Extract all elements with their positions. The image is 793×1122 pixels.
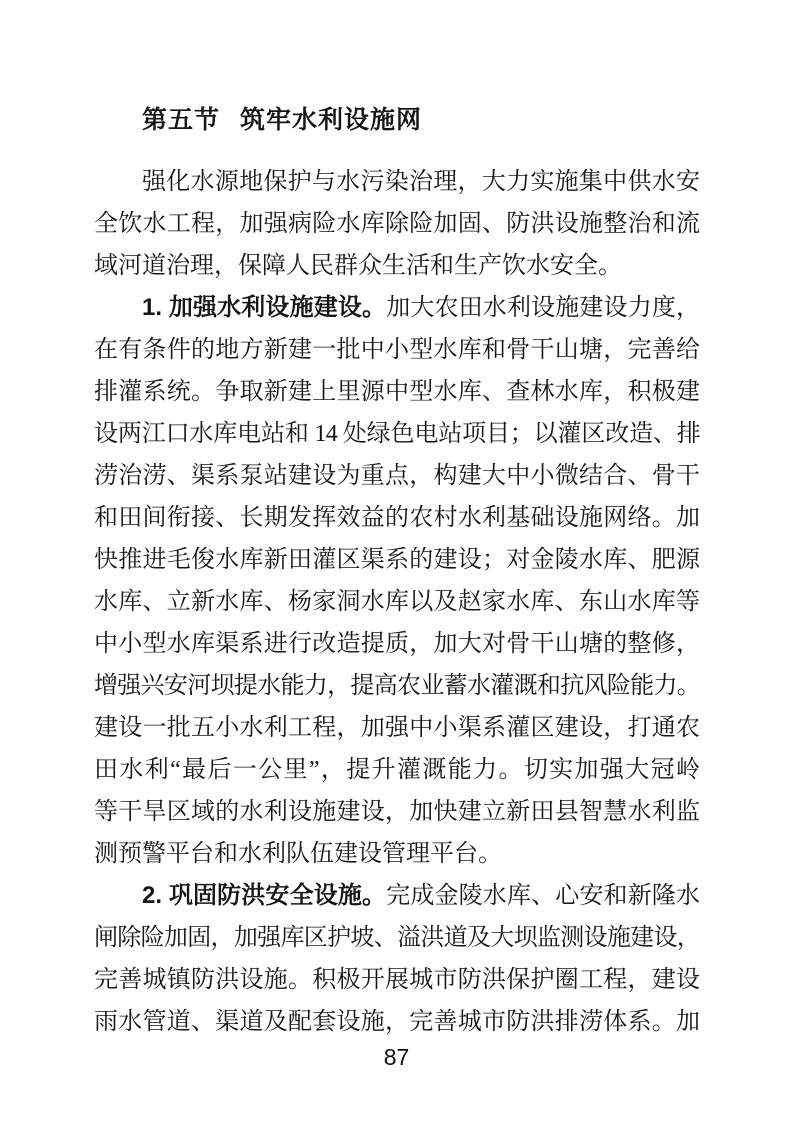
text-line bbox=[94, 539, 700, 581]
text-line bbox=[94, 413, 700, 455]
text-segment: 建设一批五小水利工程，加强中小渠系灌区建设，打通农 bbox=[94, 715, 700, 741]
text-line bbox=[94, 707, 700, 749]
text-segment: 雨水管道、渠道及配套设施，完善城市防洪排涝体系。加 bbox=[94, 1009, 700, 1035]
text-segment: 中小型水库渠系进行改造提质，加大对骨干山塘的整修， bbox=[94, 631, 700, 657]
text-segment: 增强兴安河坝提水能力，提高农业蓄水灌溉和抗风险能力。 bbox=[94, 673, 700, 699]
text-body bbox=[94, 161, 700, 1043]
text-line bbox=[94, 959, 700, 1001]
text-line bbox=[94, 833, 700, 875]
text-line bbox=[94, 497, 700, 539]
text-line bbox=[94, 455, 700, 497]
bold-lead-segment: 1. 加强水利设施建设。 bbox=[142, 294, 387, 321]
text-line bbox=[94, 875, 700, 917]
text-segment: 等干旱区域的水利设施建设，加快建立新田县智慧水利监 bbox=[94, 799, 700, 825]
text-line bbox=[94, 287, 700, 329]
text-line bbox=[94, 203, 700, 245]
text-segment: 闸除险加固，加强库区护坡、溢洪道及大坝监测设施建设， bbox=[94, 925, 700, 951]
text-segment: 强化水源地保护与水污染治理，大力实施集中供水安 bbox=[142, 169, 700, 195]
text-segment: 完成金陵水库、心安和新隆水 bbox=[386, 883, 701, 909]
text-line bbox=[94, 1001, 700, 1043]
text-line bbox=[94, 791, 700, 833]
bold-lead-segment: 2. 巩固防洪安全设施。 bbox=[142, 882, 387, 909]
text-segment: 和田间衔接、长期发挥效益的农村水利基础设施网络。加 bbox=[94, 505, 700, 531]
text-segment: 排灌系统。争取新建上里源中型水库、查林水库，积极建 bbox=[94, 379, 700, 405]
text-line bbox=[94, 749, 700, 791]
text-segment: 全饮水工程，加强病险水库除险加固、防洪设施整治和流 bbox=[94, 211, 700, 237]
text-segment: 完善城镇防洪设施。积极开展城市防洪保护圈工程，建设 bbox=[94, 967, 700, 993]
text-line bbox=[94, 161, 700, 203]
section-title bbox=[142, 99, 422, 141]
page-number: 87 bbox=[383, 1044, 410, 1070]
section-number-label: 第五节 bbox=[142, 106, 221, 134]
text-segment: 田水利“最后一公里”，提升灌溉能力。切实加强大冠岭 bbox=[94, 757, 700, 783]
text-segment: 在有条件的地方新建一批中小型水库和骨干山塘，完善给 bbox=[94, 337, 700, 363]
text-segment: 设两江口水库电站和 14 处绿色电站项目；以灌区改造、排 bbox=[94, 421, 700, 447]
text-segment: 涝治涝、渠系泵站建设为重点，构建大中小微结合、骨干 bbox=[94, 463, 700, 489]
text-line bbox=[94, 329, 700, 371]
text-line bbox=[94, 623, 700, 665]
text-segment: 水库、立新水库、杨家洞水库以及赵家水库、东山水库等 bbox=[94, 589, 700, 615]
text-segment: 域河道治理，保障人民群众生活和生产饮水安全。 bbox=[94, 253, 622, 279]
text-line bbox=[94, 917, 700, 959]
text-segment: 快推进毛俊水库新田灌区渠系的建设；对金陵水库、肥源 bbox=[94, 547, 700, 573]
text-line bbox=[94, 371, 700, 413]
text-line bbox=[94, 665, 700, 707]
section-heading-label: 筑牢水利设施网 bbox=[240, 106, 423, 134]
text-segment: 加大农田水利设施建设力度， bbox=[386, 295, 701, 321]
text-segment: 测预警平台和水利队伍建设管理平台。 bbox=[94, 841, 502, 867]
text-line bbox=[94, 245, 700, 287]
text-line bbox=[94, 581, 700, 623]
